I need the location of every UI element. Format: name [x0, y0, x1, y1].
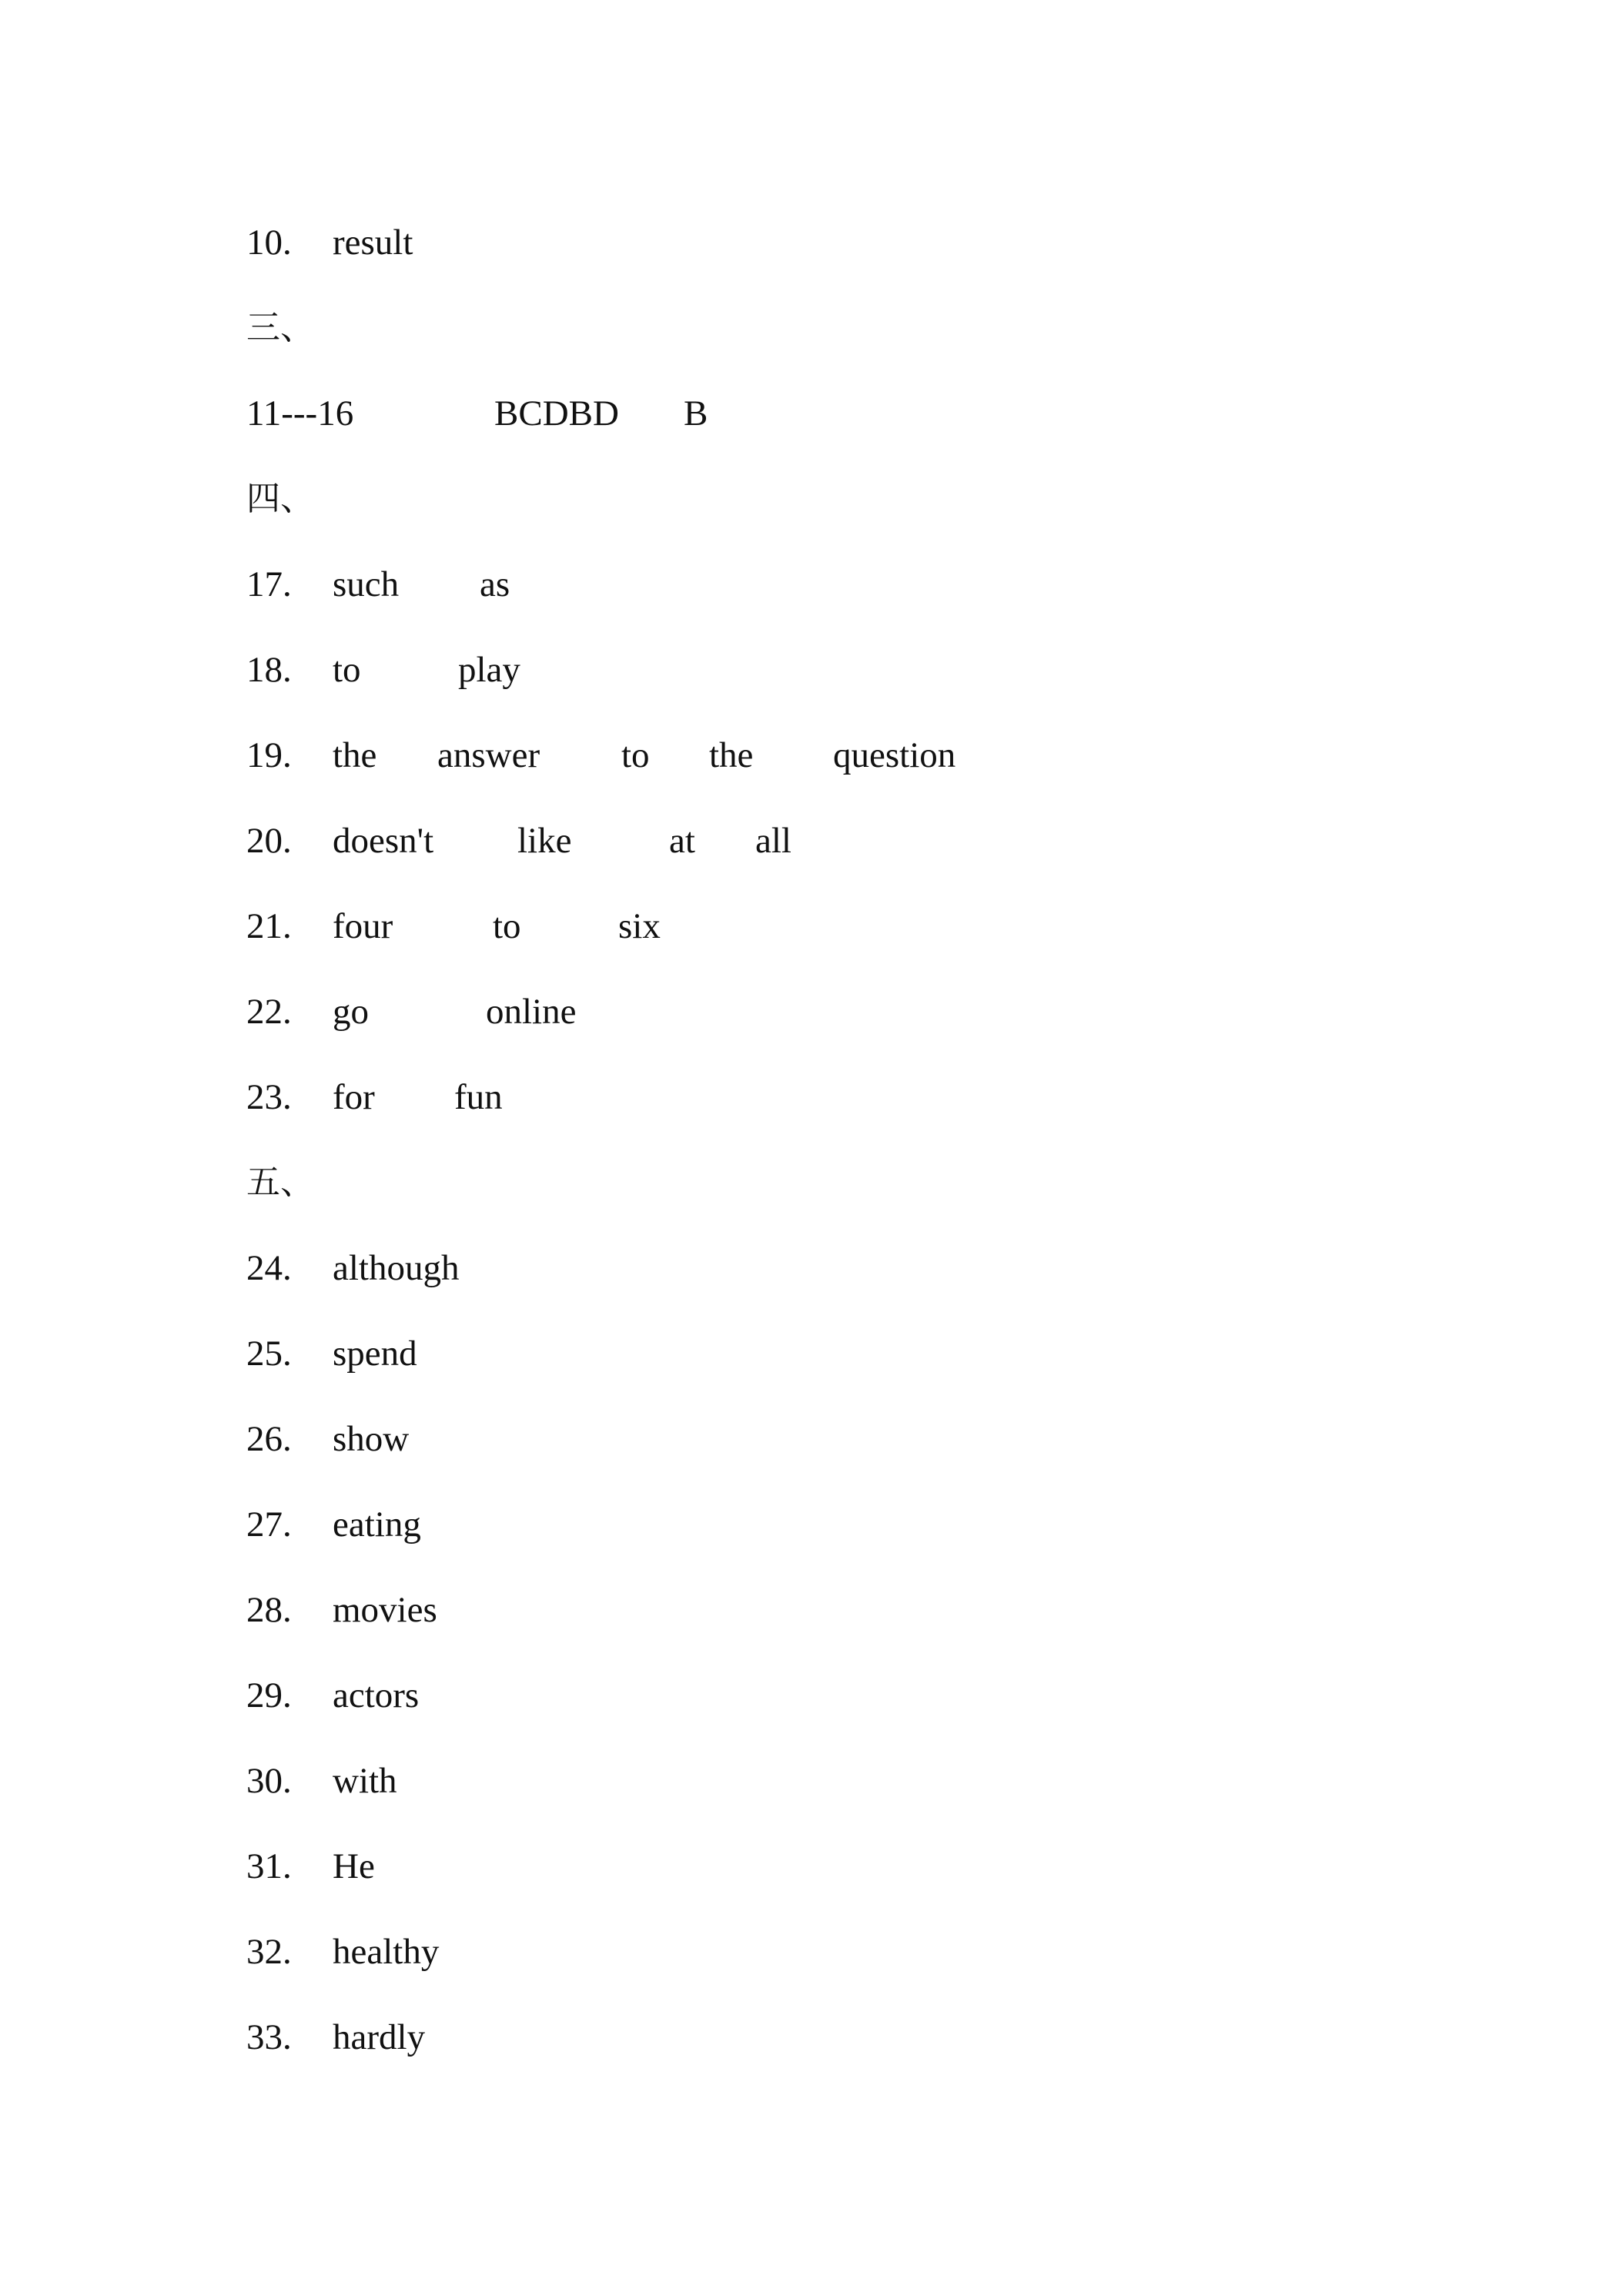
question-number: 21.: [246, 906, 292, 946]
question-number: 27.: [246, 1504, 292, 1545]
answer-word: to: [621, 735, 650, 775]
answer-word: fun: [454, 1077, 503, 1117]
question-number: 31.: [246, 1846, 292, 1886]
section-heading: 五、: [246, 1163, 314, 1202]
question-number: 29.: [246, 1675, 292, 1715]
question-number: 10.: [246, 223, 292, 263]
answer-word: go: [333, 992, 369, 1032]
answer-word: eating: [333, 1504, 421, 1545]
answer-word: movies: [333, 1590, 437, 1630]
question-number: 19.: [246, 735, 292, 775]
question-number: 23.: [246, 1077, 292, 1117]
question-number: 18.: [246, 650, 292, 690]
section-heading: 三、: [246, 308, 314, 347]
answer-word: six: [618, 906, 661, 946]
section-heading: 四、: [246, 479, 314, 518]
question-number: 22.: [246, 992, 292, 1032]
question-number: 30.: [246, 1761, 292, 1801]
answer-word: to: [493, 906, 521, 946]
answer-word: actors: [333, 1675, 420, 1715]
answer-word: answer: [437, 735, 540, 775]
answer-word: B: [684, 393, 708, 433]
question-number: 28.: [246, 1590, 292, 1630]
answer-word: like: [517, 821, 572, 861]
answer-word: He: [333, 1846, 375, 1886]
answer-word: all: [755, 821, 791, 861]
question-number: 20.: [246, 821, 292, 861]
question-number: 17.: [246, 564, 292, 604]
question-number: 25.: [246, 1334, 292, 1374]
question-number: 33.: [246, 2017, 292, 2057]
answer-word: to: [333, 650, 361, 690]
answer-word: four: [333, 906, 393, 946]
answer-word: doesn't: [333, 821, 434, 861]
answer-word: result: [333, 223, 413, 263]
answer-word: for: [333, 1077, 375, 1117]
question-number: 26.: [246, 1419, 292, 1459]
answer-word: hardly: [333, 2017, 426, 2057]
answer-word: show: [333, 1419, 410, 1459]
answer-word: spend: [333, 1334, 417, 1374]
answer-word: online: [486, 992, 577, 1032]
answer-word: with: [333, 1761, 397, 1801]
answer-word: question: [833, 735, 956, 775]
answer-word: as: [480, 564, 510, 604]
question-range: 11---16: [246, 393, 354, 433]
question-number: 24.: [246, 1248, 292, 1288]
answer-word: the: [333, 735, 377, 775]
question-number: 32.: [246, 1932, 292, 1972]
answer-word: the: [709, 735, 754, 775]
answer-word: healthy: [333, 1932, 440, 1972]
answer-word: play: [458, 650, 520, 690]
answer-word: BCDBD: [494, 393, 619, 433]
answer-word: such: [333, 564, 400, 604]
answer-word: at: [669, 821, 695, 861]
answer-word: although: [333, 1248, 460, 1288]
